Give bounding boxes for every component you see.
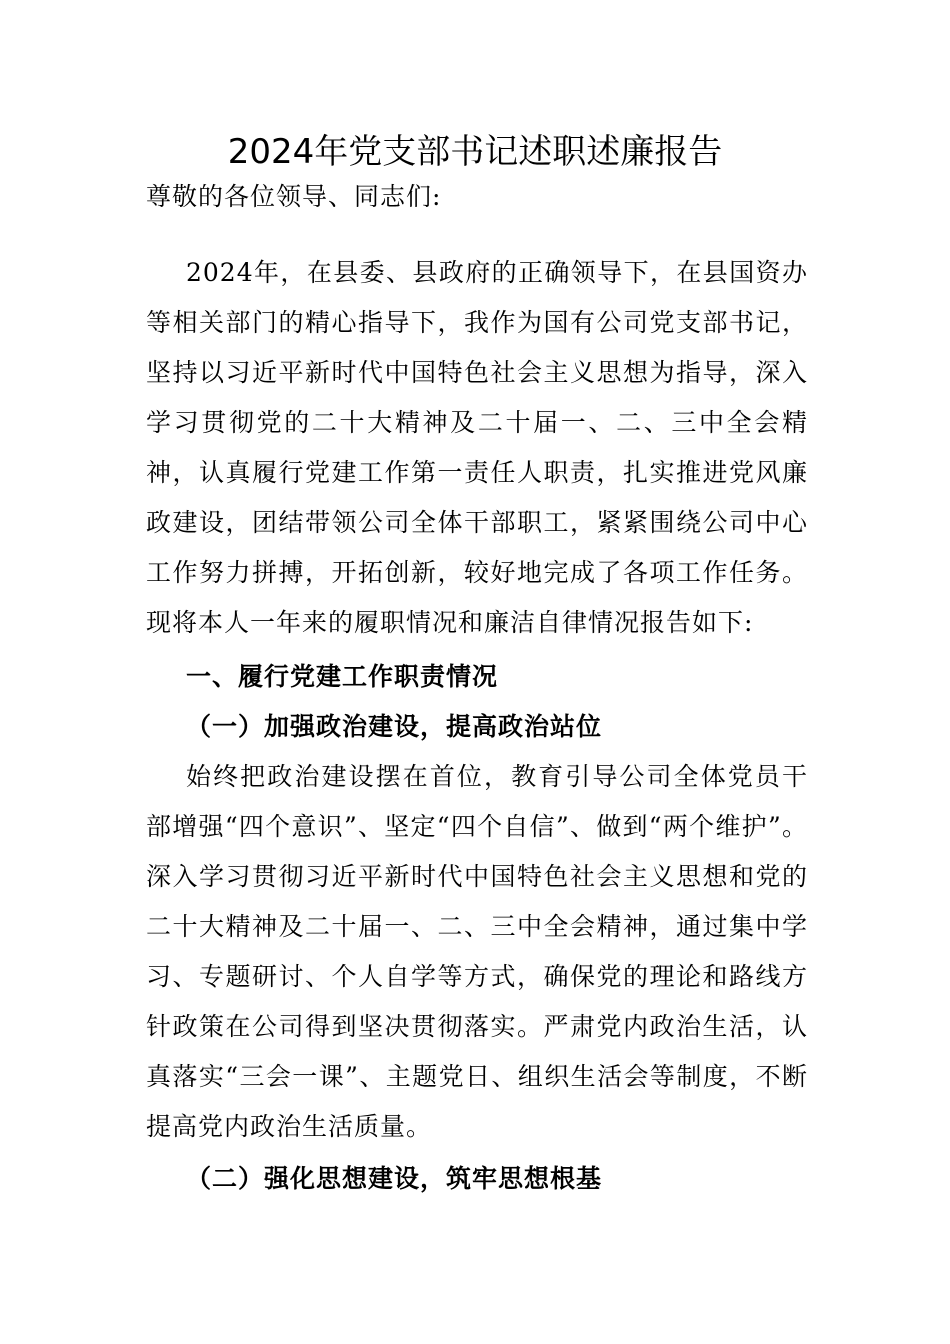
salutation: 尊敬的各位领导、同志们:: [146, 182, 442, 211]
subsection-heading-2: （二）强化思想建设，筑牢思想根基: [186, 1164, 603, 1193]
subsection-paragraph-1: 始终把政治建设摆在首位，教育引导公司全体党员干部增强“四个意识”、坚定“四个自信”、做到“两个维护”。深入学习贯彻习近平新时代中国特色社会主义思想和党的二十大精神及二十届一、二、三中全会精神，通过集中学习、专题研讨、个人自学等方式，确保党的理论和路线方针政策在公司得到坚决贯彻落实。严肃党内政治生活，认真落实“三会一课”、主题党日、组织生活会等制度，不断提高党内政治生活质量。: [146, 762, 808, 1141]
subsection-heading-1: （一）加强政治建设，提高政治站位: [186, 712, 603, 741]
section-heading-1: 一、履行党建工作职责情况: [186, 662, 499, 691]
document-title: 2024年党支部书记述职述廉报告: [227, 132, 723, 172]
intro-paragraph: 2024年，在县委、县政府的正确领导下，在县国资办等相关部门的精心指导下，我作为国有公司党支部书记，坚持以习近平新时代中国特色社会主义思想为指导，深入学习贯彻党的二十大精神及二十届一、二、三中全会精神，认真履行党建工作第一责任人职责，扎实推进党风廉政建设，团结带领公司全体干部职工，紧紧围绕公司中心工作努力拼搏，开拓创新，较好地完成了各项工作任务。现将本人一年来的履职情况和廉洁自律情况报告如下:: [146, 258, 808, 637]
